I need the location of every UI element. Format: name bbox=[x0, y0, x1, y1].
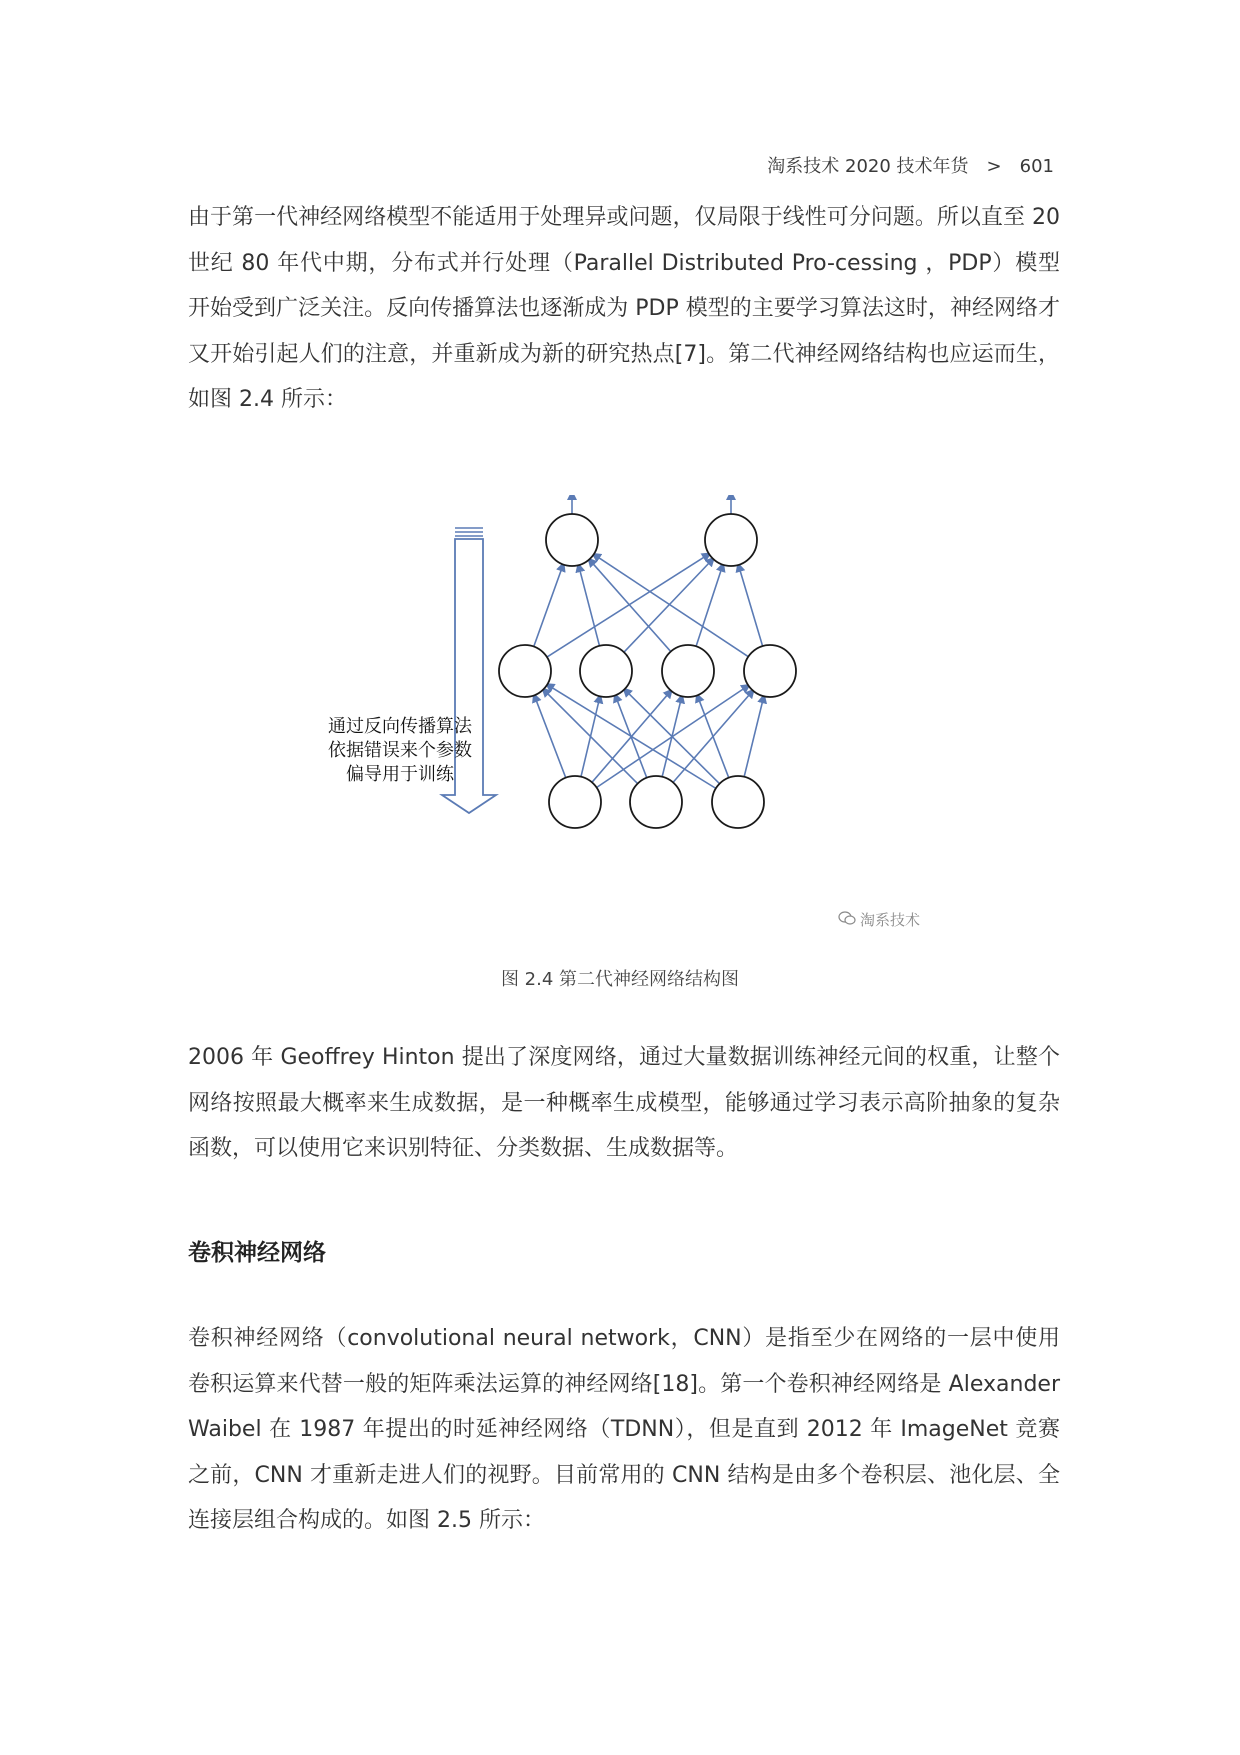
hidden-node-2 bbox=[662, 645, 714, 697]
hidden-node-1 bbox=[580, 645, 632, 697]
input-node-0 bbox=[549, 776, 601, 828]
edge-input-1-hidden-0 bbox=[545, 691, 638, 784]
hidden-node-3 bbox=[744, 645, 796, 697]
page-number: 601 bbox=[1019, 156, 1054, 177]
input-node-2 bbox=[712, 776, 764, 828]
edge-input-2-hidden-1 bbox=[626, 691, 720, 784]
edge-input-0-hidden-0 bbox=[535, 697, 566, 778]
section-heading: 卷积神经网络 bbox=[188, 1240, 326, 1266]
edge-input-2-hidden-0 bbox=[549, 686, 716, 789]
running-header bbox=[767, 152, 1054, 178]
edge-hidden-3-output-1 bbox=[739, 567, 763, 646]
paragraph-intro: 由于第一代神经网络模型不能适用于处理异或问题，仅局限于线性可分问题。所以直至 20 世纪 80 年代中期，分布式并行处理（Parallel Distributed Pro-cessing ，PDP）模型开始受到广泛关注。反向传播算法也逐渐成为 PDP 模型的主要学习算法这时，神经网络才又开始引起人们的注意，并重新成为新的研究热点[7]。第二代神经网络结构也应运而生，如图 2.4 所示： bbox=[188, 205, 1060, 412]
output-node-1 bbox=[705, 514, 757, 566]
backprop-label-line-1: 通过反向传播算法 bbox=[328, 716, 472, 737]
neuron-nodes bbox=[499, 514, 796, 828]
input-node-1 bbox=[630, 776, 682, 828]
edge-hidden-2-output-1 bbox=[696, 567, 722, 647]
edge-hidden-2-output-0 bbox=[591, 561, 671, 652]
edge-hidden-0-output-0 bbox=[534, 566, 563, 646]
paragraph-hinton: 2006 年 Geoffrey Hinton 提出了深度网络，通过大量数据训练神经元间的权重，让整个网络按照最大概率来生成数据，是一种概率生成模型，能够通过学习表示高阶抽象的复杂函数，可以使用它来识别特征、分类数据、生成数据等。 bbox=[188, 1045, 1060, 1161]
edge-hidden-3-output-0 bbox=[595, 555, 748, 656]
hidden-node-0 bbox=[499, 645, 551, 697]
figure-caption: 图 2.4 第二代神经网络结构图 bbox=[500, 969, 740, 990]
backprop-label-line-3: 偏导用于训练 bbox=[346, 764, 454, 785]
edge-hidden-0-output-1 bbox=[547, 555, 707, 657]
header-separator: > bbox=[986, 156, 1002, 177]
edge-input-0-hidden-1 bbox=[581, 698, 600, 776]
wechat-icon bbox=[838, 911, 856, 929]
output-node-0 bbox=[546, 514, 598, 566]
paragraph-cnn: 卷积神经网络（convolutional neural network，CNN）是指至少在网络的一层中使用卷积运算来代替一般的矩阵乘法运算的神经网络[18]。第一个卷积神经网络是 Alexander Waibel 在 1987 年提出的时延神经网络（TDNN），但是直到 2012 年 ImageNet 竞赛之前，CNN 才重新走进人们的视野。目前常用的 CNN 结构是由多个卷积层、池化层、全连接层组合构成的。如图 2.5 所示： bbox=[188, 1326, 1060, 1533]
edge-input-2-hidden-3 bbox=[744, 698, 763, 777]
book-title: 淘系技术 2020 技术年货 bbox=[767, 156, 969, 177]
watermark bbox=[838, 909, 920, 930]
backprop-label-line-2: 依据错误来个参数 bbox=[328, 740, 472, 761]
backprop-label bbox=[300, 715, 500, 787]
watermark-text: 淘系技术 bbox=[860, 911, 921, 929]
